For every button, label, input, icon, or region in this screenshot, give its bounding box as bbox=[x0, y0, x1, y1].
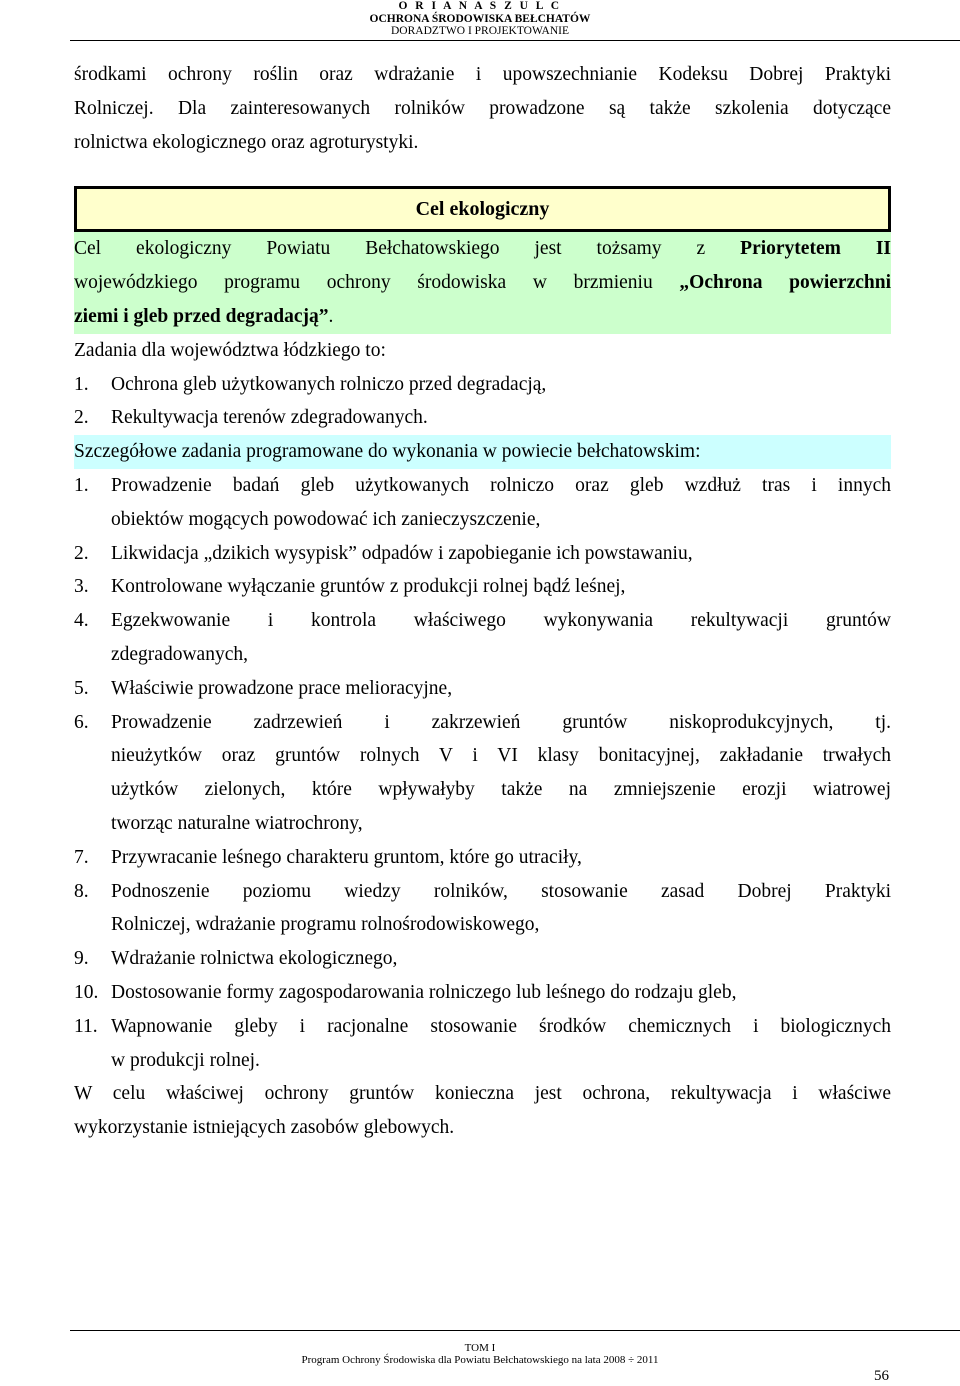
header-company-name: O R I A N A S Z U L C bbox=[398, 0, 562, 12]
list-text: użytków zielonych, które wpływałyby także na zmniejszenie erozji wiatrowej bbox=[111, 779, 891, 801]
goal-line bbox=[74, 300, 891, 334]
list-item bbox=[74, 706, 891, 841]
goal-text: Cel ekologiczny Powiatu Bełchatowskiego jest tożsamy z bbox=[74, 238, 741, 260]
list-text: Wdrażanie rolnictwa ekologicznego, bbox=[111, 948, 398, 970]
list-text: Dostosowanie formy zagospodarowania rolniczego lub leśnego do rodzaju gleb, bbox=[111, 981, 737, 1003]
list-number: 11. bbox=[74, 1015, 98, 1037]
intro-line: środkami ochrony roślin oraz wdrażanie i upowszechnianie Kodeksu Dobrej Praktyki bbox=[74, 64, 891, 85]
list-number: 5. bbox=[74, 677, 89, 699]
page-footer bbox=[0, 1342, 960, 1366]
footer-divider bbox=[70, 1330, 960, 1331]
list-text: Właściwie prowadzone prace melioracyjne, bbox=[111, 677, 453, 699]
list-item bbox=[74, 469, 891, 537]
goal-line bbox=[74, 266, 891, 300]
conclusion-line: wykorzystanie istniejących zasobów glebowych. bbox=[74, 1117, 455, 1139]
list-item bbox=[74, 672, 891, 706]
intro-paragraph bbox=[74, 58, 891, 159]
header-company-subtitle: OCHRONA ŚRODOWISKA BEŁCHATÓW bbox=[369, 12, 591, 25]
list-item bbox=[74, 368, 891, 402]
list-number: 7. bbox=[74, 846, 89, 868]
list-item bbox=[74, 841, 891, 875]
goal-text: . bbox=[328, 305, 334, 327]
list-number: 1. bbox=[74, 373, 89, 395]
list-number: 10. bbox=[74, 981, 99, 1003]
footer-document-title: Program Ochrony Środowiska dla Powiatu Bełchatowskiego na lata 2008 ÷ 2011 bbox=[301, 1354, 659, 1366]
list-number: 2. bbox=[74, 407, 89, 429]
list-number: 6. bbox=[74, 711, 89, 733]
page-header bbox=[0, 0, 960, 38]
page-number: 56 bbox=[874, 1368, 889, 1384]
list-text: Przywracanie leśnego charakteru gruntom, które go utraciły, bbox=[111, 846, 582, 868]
ecological-goal-block bbox=[74, 232, 891, 333]
list-text: obiektów mogących powodować ich zanieczyszczenie, bbox=[111, 508, 541, 530]
list-text: Ochrona gleb użytkowanych rolniczo przed degradacją, bbox=[111, 373, 547, 395]
footer-volume: TOM I bbox=[464, 1342, 496, 1354]
list-text: Likwidacja „dzikich wysypisk” odpadów i zapobieganie ich powstawaniu, bbox=[111, 542, 693, 564]
list-item bbox=[74, 537, 891, 571]
list-item bbox=[74, 942, 891, 976]
intro-line: rolnictwa ekologicznego oraz agroturystyki. bbox=[74, 131, 419, 153]
goal-priority: Priorytetem II bbox=[740, 238, 891, 260]
list-number: 2. bbox=[74, 542, 89, 564]
goal-quote: ziemi i gleb przed degradacją” bbox=[74, 305, 329, 327]
list-number: 8. bbox=[74, 880, 89, 902]
goal-quote: „Ochrona powierzchni bbox=[679, 272, 892, 294]
list-number: 1. bbox=[74, 474, 89, 496]
goal-line bbox=[74, 232, 891, 266]
voivodeship-heading: Zadania dla województwa łódzkiego to: bbox=[74, 339, 386, 361]
list-text: Kontrolowane wyłączanie gruntów z produkcji rolnej bądź leśnej, bbox=[111, 576, 626, 598]
list-item bbox=[74, 604, 891, 672]
list-text: Prowadzenie zadrzewień i zakrzewień gruntów niskoprodukcyjnych, tj. bbox=[111, 711, 891, 733]
list-text: zdegradowanych, bbox=[111, 643, 248, 665]
list-number: 9. bbox=[74, 948, 89, 970]
list-item bbox=[74, 875, 891, 943]
list-text: Prowadzenie badań gleb użytkowanych rolniczo oraz gleb wzdłuż tras i innych bbox=[111, 474, 891, 496]
list-text: w produkcji rolnej. bbox=[111, 1049, 260, 1071]
section-title-box: Cel ekologiczny bbox=[74, 186, 891, 232]
list-text: Rolniczej, wdrażanie programu rolnośrodowiskowego, bbox=[111, 914, 540, 936]
conclusion-line: W celu właściwej ochrony gruntów konieczna jest ochrona, rekultywacja i właściwe bbox=[74, 1083, 891, 1105]
list-item bbox=[74, 1010, 891, 1078]
list-text: nieużytków oraz gruntów rolnych V i VI klasy bonitacyjnej, zakładanie trwałych bbox=[111, 745, 891, 767]
county-task-list bbox=[74, 469, 891, 1077]
list-item bbox=[74, 570, 891, 604]
conclusion-paragraph bbox=[74, 1077, 891, 1145]
header-company-services: DORADZTWO I PROJEKTOWANIE bbox=[390, 25, 570, 37]
list-text: Rekultywacja terenów zdegradowanych. bbox=[111, 407, 428, 429]
header-divider bbox=[70, 40, 960, 41]
list-item bbox=[74, 401, 891, 435]
list-text: Wapnowanie gleby i racjonalne stosowanie środków chemicznych i biologicznych bbox=[111, 1015, 891, 1037]
intro-line: Rolniczej. Dla zainteresowanych rolników prowadzone są także szkolenia dotyczące bbox=[74, 97, 891, 119]
list-item bbox=[74, 976, 891, 1010]
list-number: 4. bbox=[74, 610, 89, 632]
goal-text: wojewódzkiego programu ochrony środowiska w brzmieniu bbox=[74, 272, 680, 294]
list-text: tworząc naturalne wiatrochrony, bbox=[111, 812, 363, 834]
document-body bbox=[74, 58, 891, 1145]
county-heading: Szczegółowe zadania programowane do wykonania w powiecie bełchatowskim: bbox=[74, 435, 891, 469]
list-text: Egzekwowanie i kontrola właściwego wykonywania rekultywacji gruntów bbox=[111, 610, 891, 632]
list-text: Podnoszenie poziomu wiedzy rolników, stosowanie zasad Dobrej Praktyki bbox=[111, 880, 891, 902]
list-number: 3. bbox=[74, 576, 89, 598]
